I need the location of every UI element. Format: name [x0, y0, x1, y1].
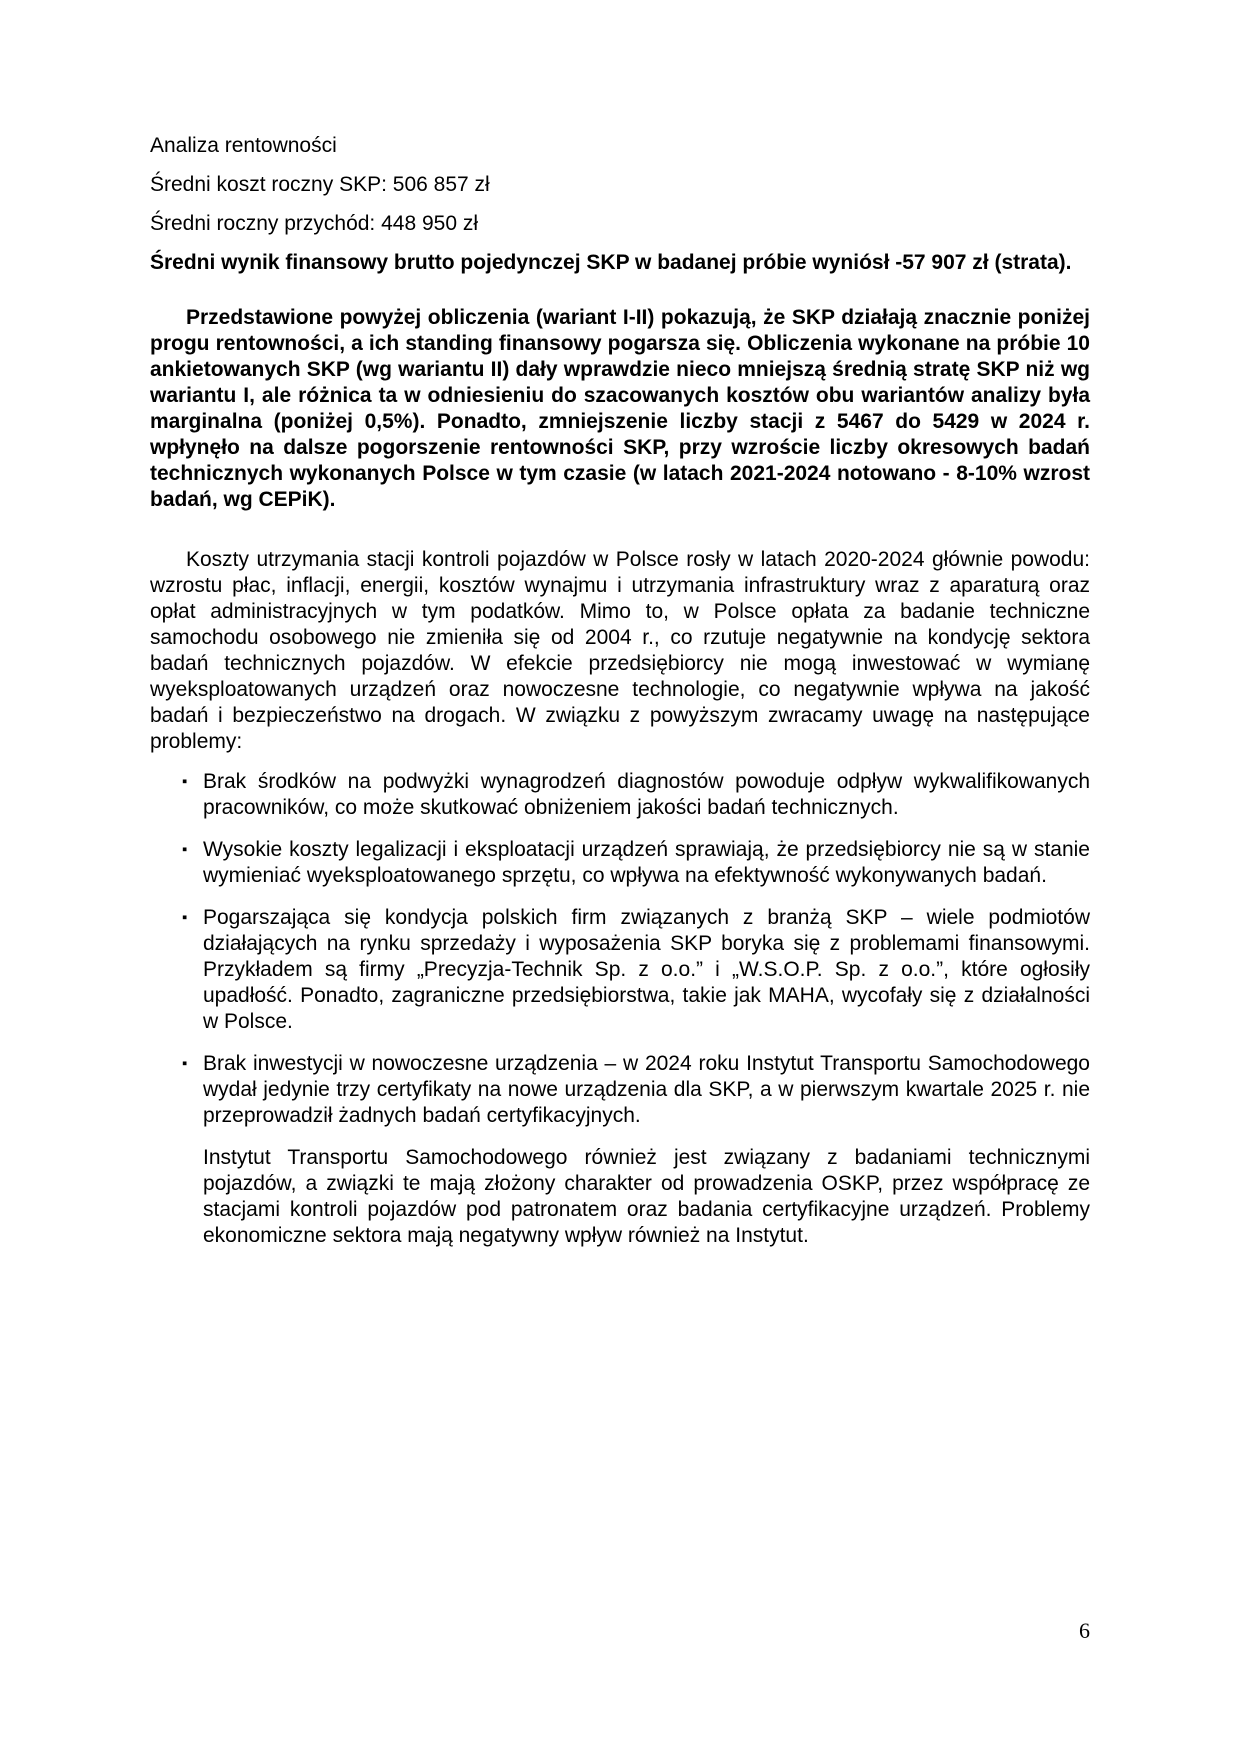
document-content — [150, 133, 1090, 1249]
list-item-equipment-costs — [150, 837, 1090, 889]
problems-list — [150, 769, 1090, 1129]
stat-gross-financial-result: Średni wynik finansowy brutto pojedynczej SKP w badanej próbie wyniósł -57 907 zł (strata). — [150, 251, 1072, 274]
list-item-text: Pogarszająca się kondycja polskich firm związanych z branżą SKP – wiele podmiotów działających na rynku sprzedaży i wyposażenia SKP boryka się z problemami finansowymi. Przykładem są firmy „Precyzja-Technik Sp. z o.o.” i „W.S.O.P. Sp. z o.o.”, które ogłosiły upadłość. Ponadto, zagraniczne przedsiębiorstwa, takie jak MAHA, wycofały się z działalności w Polsce. — [203, 906, 1090, 1033]
stat-average-annual-revenue: Średni roczny przychód: 448 950 zł — [150, 212, 479, 235]
square-bullet-icon: ▪ — [182, 841, 188, 858]
list-item-wages — [150, 769, 1090, 821]
square-bullet-icon: ▪ — [182, 909, 188, 926]
paragraph-institute: Instytut Transportu Samochodowego również jest związany z badaniami technicznymi pojazdów, a związki te mają złożony charakter od prowadzenia OSKP, przez współpracę ze stacjami kontroli pojazdów pod patronatem oraz badania certyfikacyjne urządzeń. Problemy ekonomiczne sektora mają negatywny wpływ również na Instytut. — [203, 1146, 1090, 1247]
list-item-text: Wysokie koszty legalizacji i eksploatacji urządzeń sprawiają, że przedsiębiorcy nie są w stanie wymieniać wyeksploatowanego sprzętu, co wpływa na efektywność wykonywanych badań. — [203, 838, 1090, 887]
list-item-text: Brak inwestycji w nowoczesne urządzenia – w 2024 roku Instytut Transportu Samochodowego wydał jedynie trzy certyfikaty na nowe urządzenia dla SKP, a w pierwszym kwartale 2025 r. nie przeprowadził żadnych badań certyfikacyjnych. — [203, 1052, 1090, 1127]
list-item-industry-condition — [150, 905, 1090, 1035]
paragraph-maintenance-costs: Koszty utrzymania stacji kontroli pojazdów w Polsce rosły w latach 2020-2024 głównie powodu: wzrostu płac, inflacji, energii, kosztów wynajmu i utrzymania infrastruktury wraz z aparaturą oraz opłat administracyjnych w tym podatków. Mimo to, w Polsce opłata za badanie techniczne samochodu osobowego nie zmieniła się od 2004 r., co rzutuje negatywnie na kondycję sektora badań technicznych pojazdów. W efekcie przedsiębiorcy nie mogą inwestować w wymianę wyeksploatowanych urządzeń oraz nowoczesne technologie, co negatywnie wpływa na jakość badań i bezpieczeństwo na drogach. W związku z powyższym zwracamy uwagę na następujące problemy: — [150, 548, 1090, 753]
list-item-no-investments — [150, 1051, 1090, 1129]
square-bullet-icon: ▪ — [182, 773, 188, 790]
list-item-text: Brak środków na podwyżki wynagrodzeń diagnostów powoduje odpływ wykwalifikowanych pracowników, co może skutkować obniżeniem jakości badań technicznych. — [203, 770, 1090, 819]
page-number: 6 — [1079, 1618, 1090, 1643]
section-title: Analiza rentowności — [150, 134, 337, 157]
square-bullet-icon: ▪ — [182, 1055, 188, 1072]
stat-average-annual-cost: Średni koszt roczny SKP: 506 857 zł — [150, 173, 490, 196]
paragraph-variant-analysis: Przedstawione powyżej obliczenia (wariant I-II) pokazują, że SKP działają znacznie poniżej progu rentowności, a ich standing finansowy pogarsza się. Obliczenia wykonane na próbie 10 ankietowanych SKP (wg wariantu II) dały wprawdzie nieco mniejszą średnią stratę SKP niż wg wariantu I, ale różnica ta w odniesieniu do szacowanych kosztów obu wariantów analizy była marginalna (poniżej 0,5%). Ponadto, zmniejszenie liczby stacji z 5467 do 5429 w 2024 r. wpłynęło na dalsze pogorszenie rentowności SKP, przy wzroście liczby okresowych badań technicznych wykonanych Polsce w tym czasie (w latach 2021-2024 notowano - 8-10% wzrost badań, wg CEPiK). — [150, 306, 1090, 511]
